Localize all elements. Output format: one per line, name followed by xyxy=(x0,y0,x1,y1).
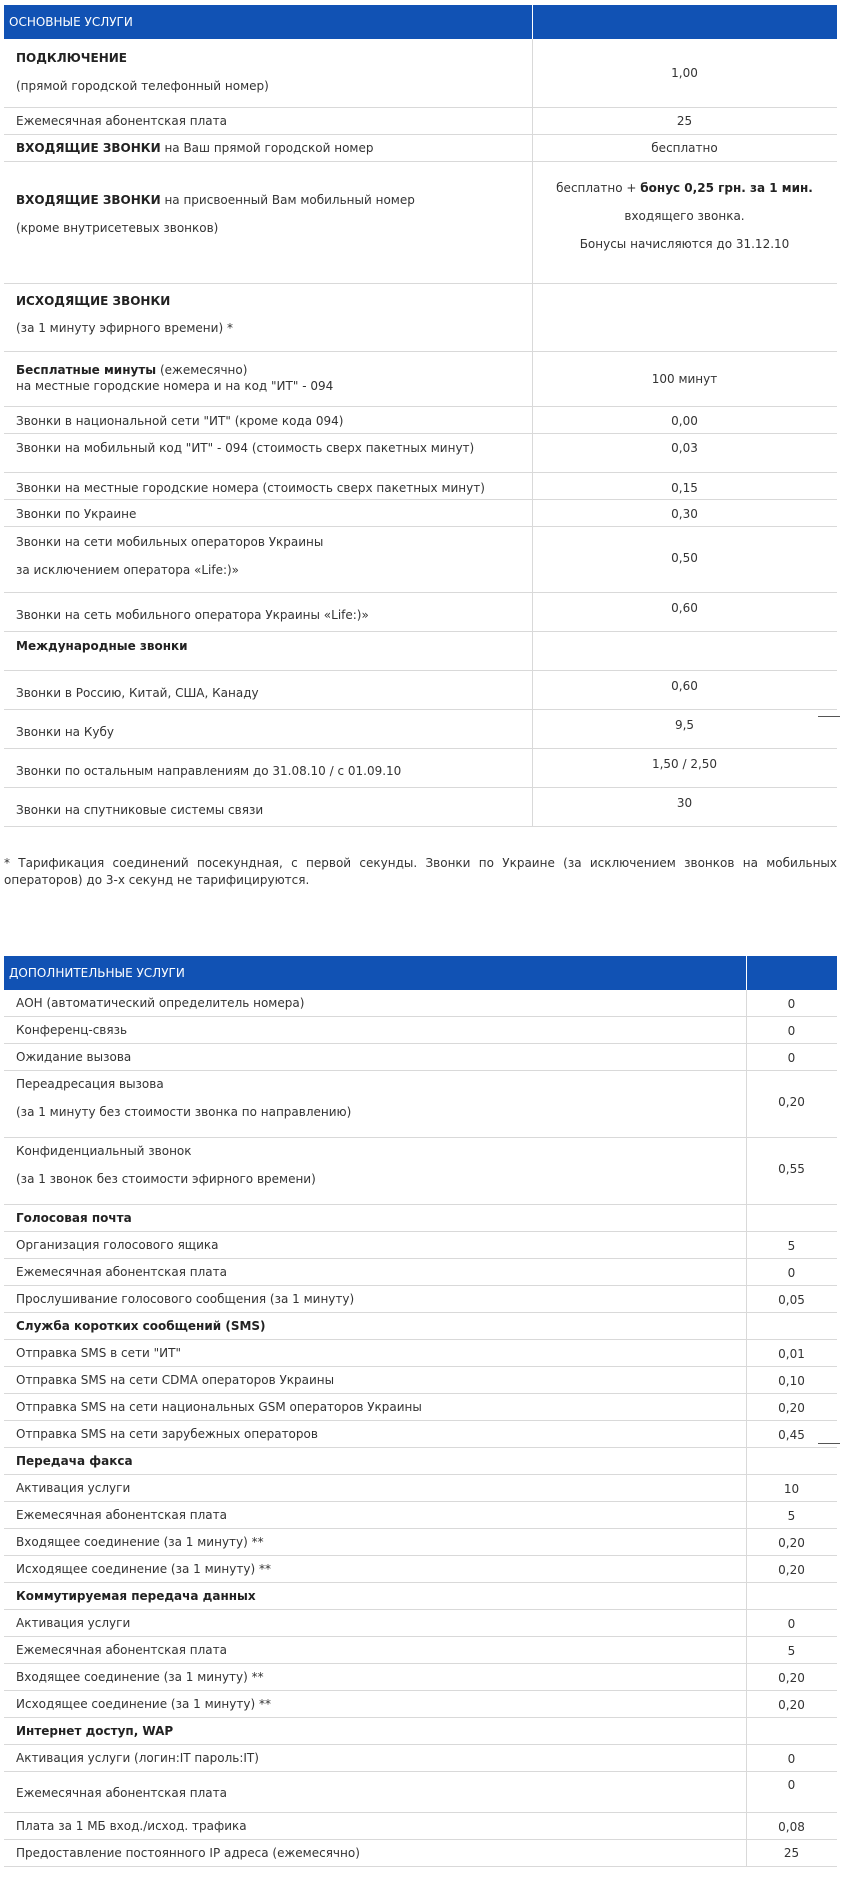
section-row xyxy=(4,1205,837,1232)
incoming-city-value: бесплатно xyxy=(651,141,718,155)
rate-value: 0,60 xyxy=(671,601,698,615)
section-title: Интернет доступ, WAP xyxy=(16,1724,174,1738)
rate-row xyxy=(4,710,837,749)
rate-label: Звонки на спутниковые системы связи xyxy=(16,803,264,817)
rate-row xyxy=(4,473,837,500)
service-label: Активация услуги xyxy=(16,1481,131,1495)
incoming-mobile-value-1: бесплатно + бонус 0,25 грн. за 1 мин. xyxy=(556,181,813,195)
service-row xyxy=(4,1044,837,1071)
service-row xyxy=(4,1610,837,1637)
rate-label: Звонки на сеть мобильного оператора Украины «Life:)» xyxy=(16,608,369,622)
rate-value: 30 xyxy=(676,796,693,810)
basic-services-header xyxy=(4,5,837,39)
service-value: 5 xyxy=(787,1644,796,1658)
rate-label: Звонки на Кубу xyxy=(16,725,114,739)
rate-label: Звонки по Украине xyxy=(16,507,137,521)
rate-label: Звонки на мобильный код "ИТ" - 094 (стоимость сверх пакетных минут) xyxy=(16,441,475,455)
connection-value: 1,00 xyxy=(671,66,698,80)
service-value: 5 xyxy=(787,1239,796,1253)
service-row xyxy=(4,990,837,1017)
monthly-fee-row xyxy=(4,108,837,135)
section-row xyxy=(4,632,837,671)
service-row xyxy=(4,1259,837,1286)
connection-title: ПОДКЛЮЧЕНИЕ xyxy=(16,51,127,65)
service-label: Ожидание вызова xyxy=(16,1050,132,1064)
service-value: 5 xyxy=(787,1509,796,1523)
service-value: 0 xyxy=(787,1778,796,1792)
section-row xyxy=(4,1313,837,1340)
service-label: Ежемесячная абонентская плата xyxy=(16,1265,227,1279)
rate-row xyxy=(4,749,837,788)
service-row xyxy=(4,1664,837,1691)
rate-row xyxy=(4,788,837,827)
rate-value: 0,00 xyxy=(671,414,698,428)
section-title: Передача факса xyxy=(16,1454,133,1468)
service-label: Конференц-связь xyxy=(16,1023,128,1037)
incoming-mobile-label: ВХОДЯЩИЕ ЗВОНКИ на присвоенный Вам мобильный номер xyxy=(16,193,415,207)
section-title: Голосовая почта xyxy=(16,1211,132,1225)
extra-services-header xyxy=(4,956,837,990)
service-label: Прослушивание голосового сообщения (за 1 минуту) xyxy=(16,1292,355,1306)
service-value: 0 xyxy=(787,1266,796,1280)
rate-row xyxy=(4,500,837,527)
service-value: 0,08 xyxy=(778,1820,805,1834)
service-value: 0,10 xyxy=(778,1374,805,1388)
connection-subtitle: (прямой городской телефонный номер) xyxy=(16,79,269,93)
service-label: Активация услуги (логин:IT пароль:IT) xyxy=(16,1751,259,1765)
rate-value: 1,50 / 2,50 xyxy=(651,757,718,771)
incoming-city-label: ВХОДЯЩИЕ ЗВОНКИ на Ваш прямой городской номер xyxy=(16,141,374,155)
service-label: Отправка SMS на сети CDMA операторов Украины xyxy=(16,1373,335,1387)
service-label: Исходящее соединение (за 1 минуту) ** xyxy=(16,1562,271,1576)
service-value: 0,55 xyxy=(778,1162,805,1176)
service-row xyxy=(4,1745,837,1772)
service-label: Ежемесячная абонентская плата xyxy=(16,1786,227,1800)
service-row xyxy=(4,1772,837,1813)
service-row xyxy=(4,1475,837,1502)
service-value: 0,20 xyxy=(778,1401,805,1415)
service-value: 0 xyxy=(787,1051,796,1065)
section-title-international: Международные звонки xyxy=(16,639,188,653)
outgoing-subtitle: (за 1 минуту эфирного времени) * xyxy=(16,321,233,335)
service-value: 0,45 xyxy=(778,1428,805,1442)
service-row xyxy=(4,1502,837,1529)
rate-label: Звонки в Россию, Китай, США, Канаду xyxy=(16,686,259,700)
service-value: 0,20 xyxy=(778,1671,805,1685)
service-label: Входящее соединение (за 1 минуту) ** xyxy=(16,1535,264,1549)
rate-row xyxy=(4,527,837,593)
service-row xyxy=(4,1340,837,1367)
incoming-mobile-subtitle: (кроме внутрисетевых звонков) xyxy=(16,221,219,235)
service-value: 0,20 xyxy=(778,1095,805,1109)
free-minutes-row xyxy=(4,352,837,407)
service-value: 0,01 xyxy=(778,1347,805,1361)
edge-mark xyxy=(818,716,840,717)
service-value: 25 xyxy=(783,1846,800,1860)
service-row xyxy=(4,1071,837,1138)
rate-row xyxy=(4,593,837,632)
connection-row xyxy=(4,39,837,108)
incoming-mobile-row xyxy=(4,162,837,284)
free-minutes-subtitle: на местные городские номера и на код "ИТ" - 094 xyxy=(16,379,334,393)
service-sublabel: (за 1 звонок без стоимости эфирного времени) xyxy=(16,1172,316,1186)
service-value: 10 xyxy=(783,1482,800,1496)
service-label: Ежемесячная абонентская плата xyxy=(16,1643,227,1657)
service-row xyxy=(4,1367,837,1394)
service-row xyxy=(4,1691,837,1718)
service-label: Отправка SMS в сети "ИТ" xyxy=(16,1346,181,1360)
service-row xyxy=(4,1138,837,1205)
rate-value: 0,30 xyxy=(671,507,698,521)
rate-value: 0,50 xyxy=(671,551,698,565)
service-row xyxy=(4,1394,837,1421)
section-title: Коммутируемая передача данных xyxy=(16,1589,256,1603)
service-value: 0 xyxy=(787,1752,796,1766)
service-value: 0 xyxy=(787,1024,796,1038)
incoming-city-row xyxy=(4,135,837,162)
rate-label: Звонки по остальным направлениям до 31.08.10 / с 01.09.10 xyxy=(16,764,402,778)
section-title: Служба коротких сообщений (SMS) xyxy=(16,1319,266,1333)
incoming-mobile-value-3: Бонусы начисляются до 31.12.10 xyxy=(579,237,790,251)
service-label: Переадресация вызова xyxy=(16,1077,164,1091)
monthly-fee-value: 25 xyxy=(676,114,693,128)
rate-row xyxy=(4,434,837,473)
service-row xyxy=(4,1813,837,1840)
service-row xyxy=(4,1421,837,1448)
edge-mark xyxy=(818,1443,840,1444)
service-label: Предоставление постоянного IP адреса (ежемесячно) xyxy=(16,1846,360,1860)
rate-label-2: за исключением оператора «Life:)» xyxy=(16,563,240,577)
service-row xyxy=(4,1529,837,1556)
service-label: Ежемесячная абонентская плата xyxy=(16,1508,227,1522)
service-label: Входящее соединение (за 1 минуту) ** xyxy=(16,1670,264,1684)
service-label: Отправка SMS на сети зарубежных операторов xyxy=(16,1427,318,1441)
section-row xyxy=(4,1448,837,1475)
service-label: Исходящее соединение (за 1 минуту) ** xyxy=(16,1697,271,1711)
service-row xyxy=(4,1232,837,1259)
section-row xyxy=(4,1718,837,1745)
service-label: АОН (автоматический определитель номера) xyxy=(16,996,305,1010)
free-minutes-label: Бесплатные минуты (ежемесячно) xyxy=(16,363,248,377)
rate-label: Звонки на сети мобильных операторов Украины xyxy=(16,535,324,549)
service-row xyxy=(4,1637,837,1664)
incoming-mobile-value-2: входящего звонка. xyxy=(624,209,745,223)
service-label: Организация голосового ящика xyxy=(16,1238,219,1252)
service-row xyxy=(4,1840,837,1867)
extra-services-title: ДОПОЛНИТЕЛЬНЫЕ УСЛУГИ xyxy=(9,966,185,980)
header-divider xyxy=(746,956,747,990)
service-label: Активация услуги xyxy=(16,1616,131,1630)
section-row xyxy=(4,1583,837,1610)
service-value: 0,20 xyxy=(778,1536,805,1550)
rate-row xyxy=(4,671,837,710)
rate-value: 0,60 xyxy=(671,679,698,693)
service-row xyxy=(4,1286,837,1313)
outgoing-row xyxy=(4,284,837,352)
rate-value: 9,5 xyxy=(674,718,695,732)
service-value: 0 xyxy=(787,997,796,1011)
service-row xyxy=(4,1017,837,1044)
service-value: 0,05 xyxy=(778,1293,805,1307)
rate-label: Звонки в национальной сети "ИТ" (кроме кода 094) xyxy=(16,414,344,428)
service-value: 0 xyxy=(787,1617,796,1631)
service-value: 0,20 xyxy=(778,1698,805,1712)
header-divider xyxy=(532,5,533,39)
service-label: Плата за 1 МБ вход./исход. трафика xyxy=(16,1819,247,1833)
rate-label: Звонки на местные городские номера (стоимость сверх пакетных минут) xyxy=(16,481,485,495)
service-value: 0,20 xyxy=(778,1563,805,1577)
service-label: Конфиденциальный звонок xyxy=(16,1144,192,1158)
monthly-fee-label: Ежемесячная абонентская плата xyxy=(16,114,227,128)
rate-value: 0,03 xyxy=(671,441,698,455)
outgoing-title: ИСХОДЯЩИЕ ЗВОНКИ xyxy=(16,294,171,308)
basic-services-title: ОСНОВНЫЕ УСЛУГИ xyxy=(9,15,133,29)
free-minutes-value: 100 минут xyxy=(651,372,718,386)
rate-value: 0,15 xyxy=(671,481,698,495)
service-row xyxy=(4,1556,837,1583)
service-label: Отправка SMS на сети национальных GSM операторов Украины xyxy=(16,1400,422,1414)
service-sublabel: (за 1 минуту без стоимости звонка по направлению) xyxy=(16,1105,352,1119)
footnote: * Тарификация соединений посекундная, с первой секунды. Звонки по Украине (за исключением звонков на мобильных операторов) до 3-х секунд не тарифицируются. xyxy=(4,856,837,887)
rate-row xyxy=(4,407,837,434)
